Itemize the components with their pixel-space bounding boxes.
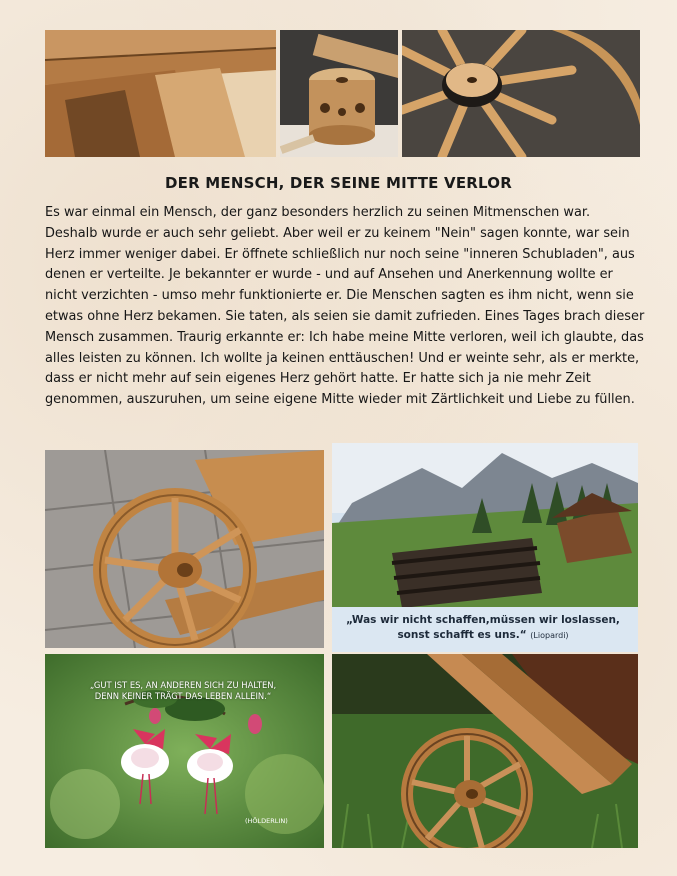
hut-quote-line2: sonst schafft es uns.“	[397, 629, 527, 641]
hut-quote-caption	[338, 613, 628, 643]
flower-quote-author: (HÖLDERLIN)	[245, 817, 288, 825]
page-title: DER MENSCH, DER SEINE MITTE VERLOR	[165, 174, 512, 192]
flower-quote-line2: DENN KEINER TRÄGT DAS LEBEN ALLEIN.“	[94, 691, 272, 701]
hut-quote-line2-wrap	[338, 628, 628, 643]
wheelbarrow-wheel-photo	[45, 450, 324, 648]
hut-quote-author: (Liopardi)	[530, 631, 569, 640]
story-text: Es war einmal ein Mensch, der ganz besonders herzlich zu seinen Mitmenschen war. Deshalb wurde er auch sehr geliebt. Aber weil er zu keinem "Nein" sagen konnte, war sein Herz immer weniger dabei. Er öffnete schließlich nur noch seine "inneren Schubladen", aus denen er verteilte. Je bekannter er wurde - und auf Ansehen und Anerkennung wollte er nicht verzichten - umso mehr funktionierte er. Die Menschen sagten es ihm nicht, wenn sie etwas ohne Herz bekamen. Sie taten, als seien sie damit zufrieden. Eines Tages brach dieser Mensch zusammen. Traurig erkannte er: Ich habe meine Mitte verloren, weil ich glaubte, das alles leisten zu können. Ich wollte ja keinen enttäuschen! Und er weinte sehr, als er merkte, dass er nicht mehr auf sein eigenes Herz gehört hatte. Er hatte sich ja nie mehr Zeit genommen, auszuruhen, um seine eigene Mitte wieder mit Zärtlichkeit und Liebe zu füllen.	[45, 205, 645, 408]
wood-joint-photo	[45, 30, 276, 157]
wheel-hub-spokes-photo	[402, 30, 640, 157]
flower-quote-caption	[48, 680, 318, 702]
wheelbarrow-grass-photo	[332, 654, 638, 848]
flower-quote-line1: „GUT IST ES, AN ANDEREN SICH ZU HALTEN,	[89, 680, 277, 690]
wooden-hub-photo	[280, 30, 398, 157]
hut-quote-line1: „Was wir nicht schaffen,müssen wir loslassen,	[346, 614, 620, 626]
